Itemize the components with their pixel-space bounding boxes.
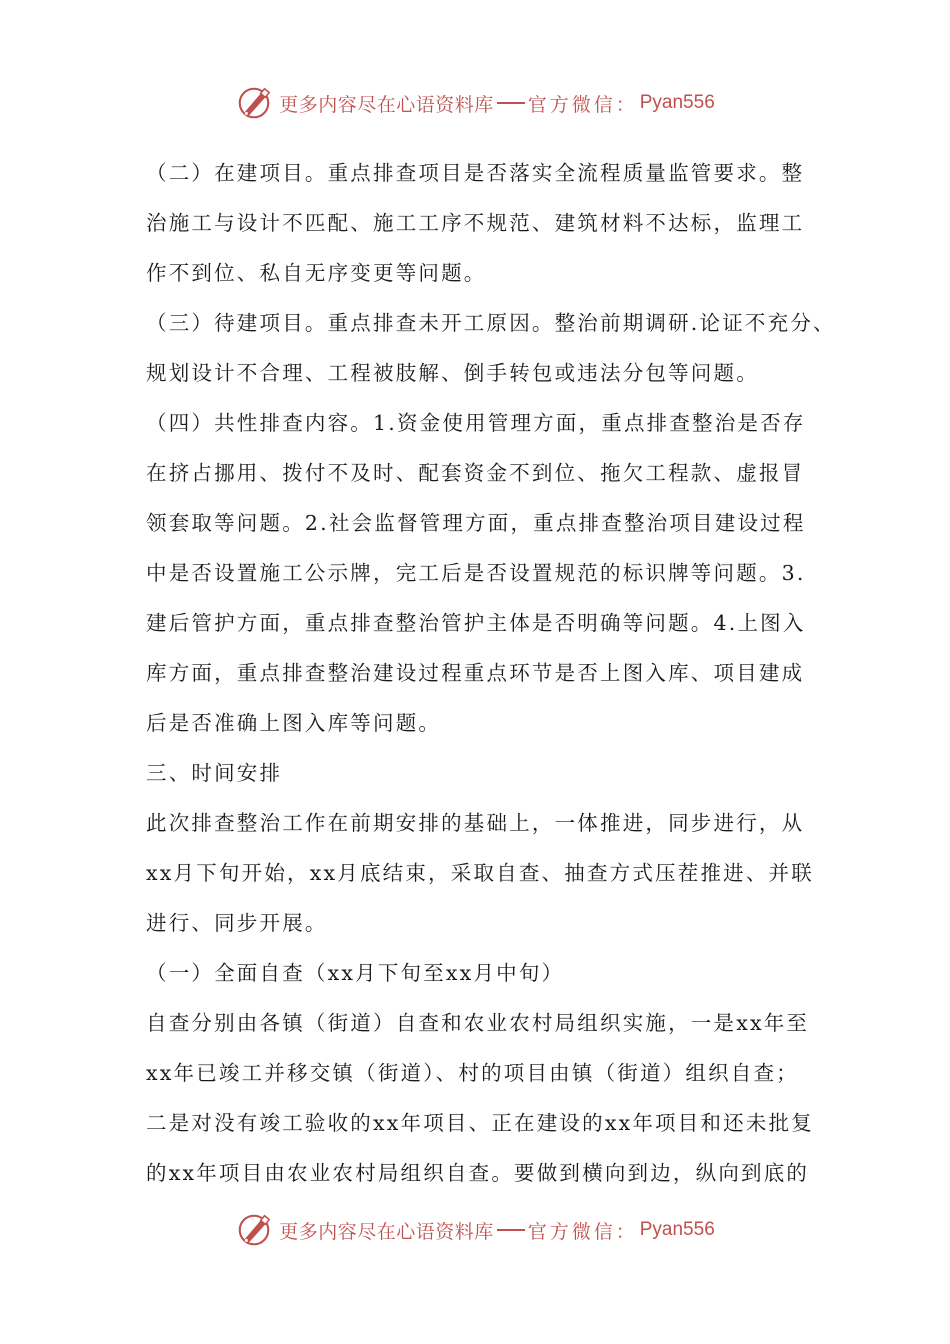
body-line: （二）在建项目。重点排查项目是否落实全流程质量监管要求。整 [146,161,805,185]
body-line: 的xx年项目由农业农村局组织自查。要做到横向到边，纵向到底的 [146,1161,810,1185]
body-line: 领套取等问题。2.社会监督管理方面，重点排查整治项目建设过程 [146,511,806,535]
banner-dash [497,1229,525,1231]
header-banner [0,81,950,125]
body-line: 自查分别由各镇（街道）自查和农业农村局组织实施，一是xx年至 [146,1011,810,1035]
body-line: 二是对没有竣工验收的xx年项目、正在建设的xx年项目和还未批复 [146,1111,814,1135]
banner-wechat-label: 官方微信： [527,93,638,116]
body-line: xx年已竣工并移交镇（街道）、村的项目由镇（街道）组织自查； [146,1061,799,1085]
pen-nib-logo-icon [235,84,273,122]
body-line: 规划设计不合理、工程被肢解、倒手转包或违法分包等问题。 [146,361,759,385]
body-line: （四）共性排查内容。1.资金使用管理方面，重点排查整治是否存 [146,411,806,435]
banner-wechat-label: 官方微信： [527,1220,638,1243]
banner-brand-text: 更多内容尽在心语资料库 [279,1220,494,1243]
body-line: 库方面，重点排查整治建设过程重点环节是否上图入库、项目建成 [146,661,805,685]
body-line: xx月下旬开始，xx月底结束，采取自查、抽查方式压茬推进、并联 [146,861,814,885]
subsection-heading: （一）全面自查（xx月下旬至xx月中旬） [146,961,565,985]
body-line: 在挤占挪用、拨付不及时、配套资金不到位、拖欠工程款、虚报冒 [146,461,805,485]
banner-wechat-id: Pyan556 [639,1219,715,1240]
section-heading: 三、时间安排 [146,761,283,785]
document-body [146,148,836,1198]
banner-dash [497,102,525,104]
body-line: 中是否设置施工公示牌，完工后是否设置规范的标识牌等问题。3. [146,561,806,585]
body-line: 进行、同步开展。 [146,911,328,935]
body-line: 后是否准确上图入库等问题。 [146,711,442,735]
body-line: 建后管护方面，重点排查整治管护主体是否明确等问题。4.上图入 [146,611,806,635]
body-line: 治施工与设计不匹配、施工工序不规范、建筑材料不达标，监理工 [146,211,805,235]
footer-banner [0,1208,950,1252]
pen-nib-logo-icon [235,1211,273,1249]
body-line: 作不到位、私自无序变更等问题。 [146,261,487,285]
banner-brand-text: 更多内容尽在心语资料库 [279,93,494,116]
body-line: （三）待建项目。重点排查未开工原因。整治前期调研.论证不充分、 [146,311,836,335]
banner-wechat-id: Pyan556 [639,92,715,113]
body-line: 此次排查整治工作在前期安排的基础上，一体推进，同步进行，从 [146,811,805,835]
